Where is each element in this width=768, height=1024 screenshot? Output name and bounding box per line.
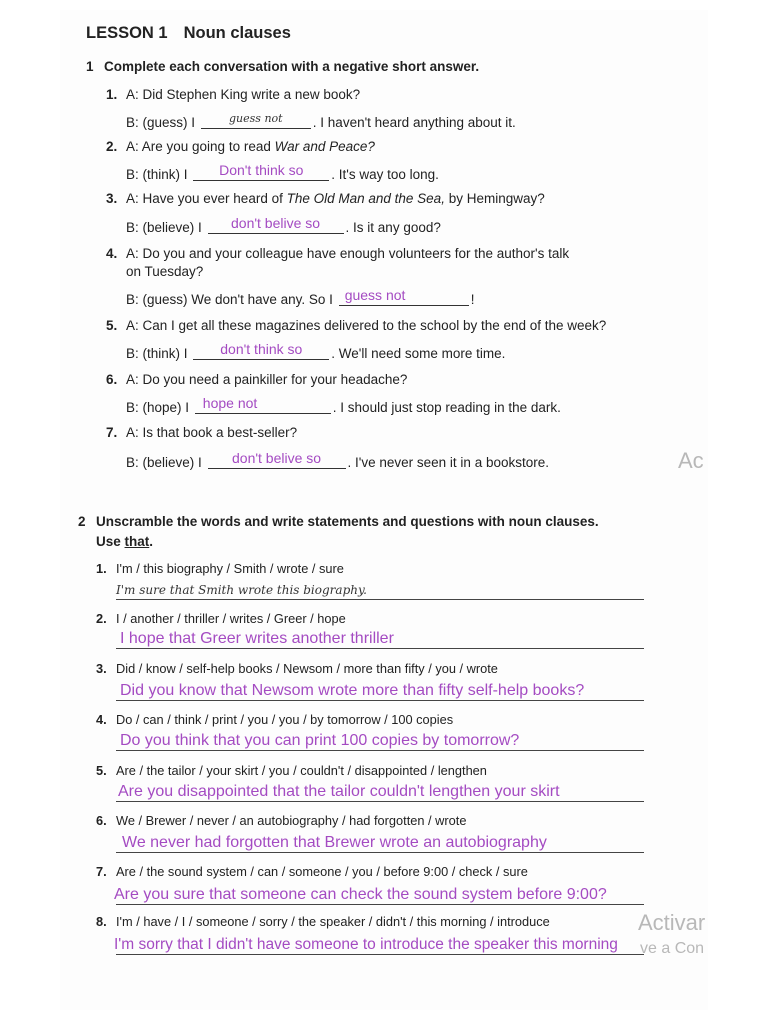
filled-answer: Don't think so <box>219 162 304 178</box>
answer-blank[interactable] <box>208 450 346 469</box>
answer-blank[interactable] <box>193 341 329 360</box>
ex1-item-2-question <box>106 139 375 154</box>
question-text: A: Do you need a painkiller for your headache? <box>126 372 408 387</box>
ex2-item-2-answer-line[interactable] <box>116 628 644 649</box>
answer-suffix: . We'll need some more time. <box>331 346 506 361</box>
item-number: 6. <box>106 372 118 387</box>
written-answer: Are you sure that someone can check the sound system before 9:00? <box>114 886 607 903</box>
written-answer: I hope that Greer writes another thriller <box>120 630 394 647</box>
answer-blank[interactable] <box>195 395 331 414</box>
book-title: The Old Man and the Sea, <box>286 191 445 206</box>
ex2-item-7-prompt <box>96 864 528 879</box>
book-title: War and Peace? <box>274 139 375 154</box>
scrambled-words: Are / the tailor / your skirt / you / couldn't / disappointed / lengthen <box>116 763 487 778</box>
item-number: 7. <box>96 864 107 879</box>
question-text: A: Have you ever heard of <box>126 191 287 206</box>
ex2-item-6-answer-line[interactable] <box>116 832 644 853</box>
ex1-item-6-question <box>106 372 407 387</box>
written-answer: I'm sure that Smith wrote this biography. <box>116 583 367 597</box>
ex2-item-1-answer-line[interactable] <box>116 579 644 600</box>
filled-answer: don't belive so <box>231 215 321 231</box>
question-text: A: Can I get all these magazines delivered to the school by the end of the week? <box>126 318 607 333</box>
instruction-text-end: . <box>149 534 154 549</box>
ex2-item-3-prompt <box>96 661 498 676</box>
answer-prefix: B: (think) I <box>126 167 188 182</box>
item-number: 6. <box>96 813 107 828</box>
answer-prefix: B: (believe) I <box>126 220 202 235</box>
exercise-1-instruction: Complete each conversation with a negative short answer. <box>104 59 480 74</box>
answer-prefix: B: (guess) We don't have any. So I <box>126 292 333 307</box>
ex1-item-4-question-cont <box>126 264 203 279</box>
item-number: 3. <box>96 661 107 676</box>
ex1-item-1-answer <box>126 113 516 130</box>
exercise-2-heading <box>78 514 599 529</box>
ex2-item-4-answer-line[interactable] <box>116 730 644 751</box>
answer-prefix: B: (guess) I <box>126 115 196 130</box>
written-answer: We never had forgotten that Brewer wrote an autobiography <box>122 834 547 851</box>
ex1-item-1-question <box>106 87 360 102</box>
ex2-item-5-answer-line[interactable] <box>116 781 644 802</box>
instruction-keyword: that <box>124 534 150 549</box>
written-answer: Did you know that Newsom wrote more than fifty self-help books? <box>120 682 585 699</box>
ex2-item-6-prompt <box>96 813 466 828</box>
filled-answer: don't think so <box>220 341 303 357</box>
item-number: 8. <box>96 914 107 929</box>
ex1-item-6-answer <box>126 395 561 415</box>
scrambled-words: We / Brewer / never / an autobiography / had forgotten / wrote <box>116 813 467 828</box>
question-text-end: by Hemingway? <box>444 191 545 206</box>
ex2-item-8-prompt <box>96 914 550 929</box>
item-number: 5. <box>96 763 107 778</box>
answer-blank[interactable] <box>208 215 344 234</box>
ex1-item-5-question <box>106 318 606 333</box>
ex1-item-2-answer <box>126 162 439 182</box>
item-number: 7. <box>106 425 118 440</box>
scrambled-words: I'm / have / I / someone / sorry / the speaker / didn't / this morning / introduce <box>116 914 550 929</box>
item-number: 2. <box>106 139 118 154</box>
answer-suffix: . Is it any good? <box>345 220 441 235</box>
answer-blank[interactable] <box>193 162 329 181</box>
question-text: A: Is that book a best-seller? <box>126 425 298 440</box>
written-answer: I'm sorry that I didn't have someone to introduce the speaker this morning <box>114 936 618 953</box>
worksheet-page <box>60 10 708 1010</box>
ex1-item-3-question <box>106 191 545 206</box>
lesson-topic: Noun clauses <box>183 24 291 42</box>
watermark-activar: Activar <box>638 910 706 935</box>
scrambled-words: Did / know / self-help books / Newsom / more than fifty / you / wrote <box>116 661 498 676</box>
answer-suffix: . It's way too long. <box>331 167 439 182</box>
item-number: 4. <box>106 246 118 261</box>
ex2-item-3-answer-line[interactable] <box>116 680 644 701</box>
ex2-item-5-prompt <box>96 763 487 778</box>
filled-answer: guess not <box>229 112 283 125</box>
answer-suffix: . I should just stop reading in the dark. <box>332 400 561 415</box>
ex1-item-4-answer <box>126 287 475 307</box>
question-text: A: Did Stephen King write a new book? <box>126 87 361 102</box>
ex1-item-3-answer <box>126 215 441 235</box>
answer-prefix: B: (think) I <box>126 346 188 361</box>
answer-suffix: . I've never seen it in a bookstore. <box>347 455 549 470</box>
written-answer: Are you disappointed that the tailor couldn't lengthen your skirt <box>118 783 560 800</box>
ex1-item-7-answer <box>126 450 549 470</box>
answer-suffix: . I haven't heard anything about it. <box>312 115 516 130</box>
filled-answer: don't belive so <box>232 450 322 466</box>
instruction-text: Use <box>96 534 125 549</box>
watermark-ac: Ac <box>678 448 704 473</box>
exercise-2-instruction-line2 <box>96 534 153 549</box>
ex2-item-4-prompt <box>96 712 453 727</box>
ex2-item-1-prompt <box>96 561 344 576</box>
ex2-item-8-answer-line[interactable] <box>116 934 644 955</box>
ex2-item-2-prompt <box>96 611 346 626</box>
ex1-item-5-answer <box>126 341 506 361</box>
scrambled-words: Do / can / think / print / you / you / by tomorrow / 100 copies <box>116 712 454 727</box>
scrambled-words: Are / the sound system / can / someone / you / before 9:00 / check / sure <box>116 864 528 879</box>
item-number: 3. <box>106 191 118 206</box>
watermark-con: ve a Con <box>640 940 705 957</box>
ex1-item-7-question <box>106 425 297 440</box>
question-text: A: Do you and your colleague have enough volunteers for the author's talk <box>126 246 570 261</box>
ex2-item-7-answer-line[interactable] <box>116 884 644 905</box>
exercise-2-number: 2 <box>78 514 86 529</box>
exercise-1-number: 1 <box>86 59 94 74</box>
question-text: A: Are you going to read <box>126 139 275 154</box>
answer-suffix: ! <box>470 292 475 307</box>
lesson-title <box>86 24 291 43</box>
item-number: 4. <box>96 712 107 727</box>
answer-prefix: B: (hope) I <box>126 400 190 415</box>
filled-answer: guess not <box>344 287 406 303</box>
question-text: on Tuesday? <box>126 264 204 279</box>
scrambled-words: I / another / thriller / writes / Greer / hope <box>116 611 346 626</box>
item-number: 1. <box>106 87 118 102</box>
item-number: 5. <box>106 318 118 333</box>
exercise-2-instruction: Unscramble the words and write statements and questions with noun clauses. <box>96 514 599 529</box>
answer-blank[interactable] <box>339 287 469 306</box>
answer-blank[interactable] <box>201 113 311 129</box>
written-answer: Do you think that you can print 100 copies by tomorrow? <box>120 732 520 749</box>
filled-answer: hope not <box>202 395 258 411</box>
answer-prefix: B: (believe) I <box>126 455 202 470</box>
item-number: 1. <box>96 561 107 576</box>
exercise-1-heading <box>86 59 479 74</box>
item-number: 2. <box>96 611 107 626</box>
scrambled-words: I'm / this biography / Smith / wrote / sure <box>116 561 344 576</box>
lesson-label: LESSON 1 <box>86 24 168 42</box>
ex1-item-4-question <box>106 246 569 261</box>
